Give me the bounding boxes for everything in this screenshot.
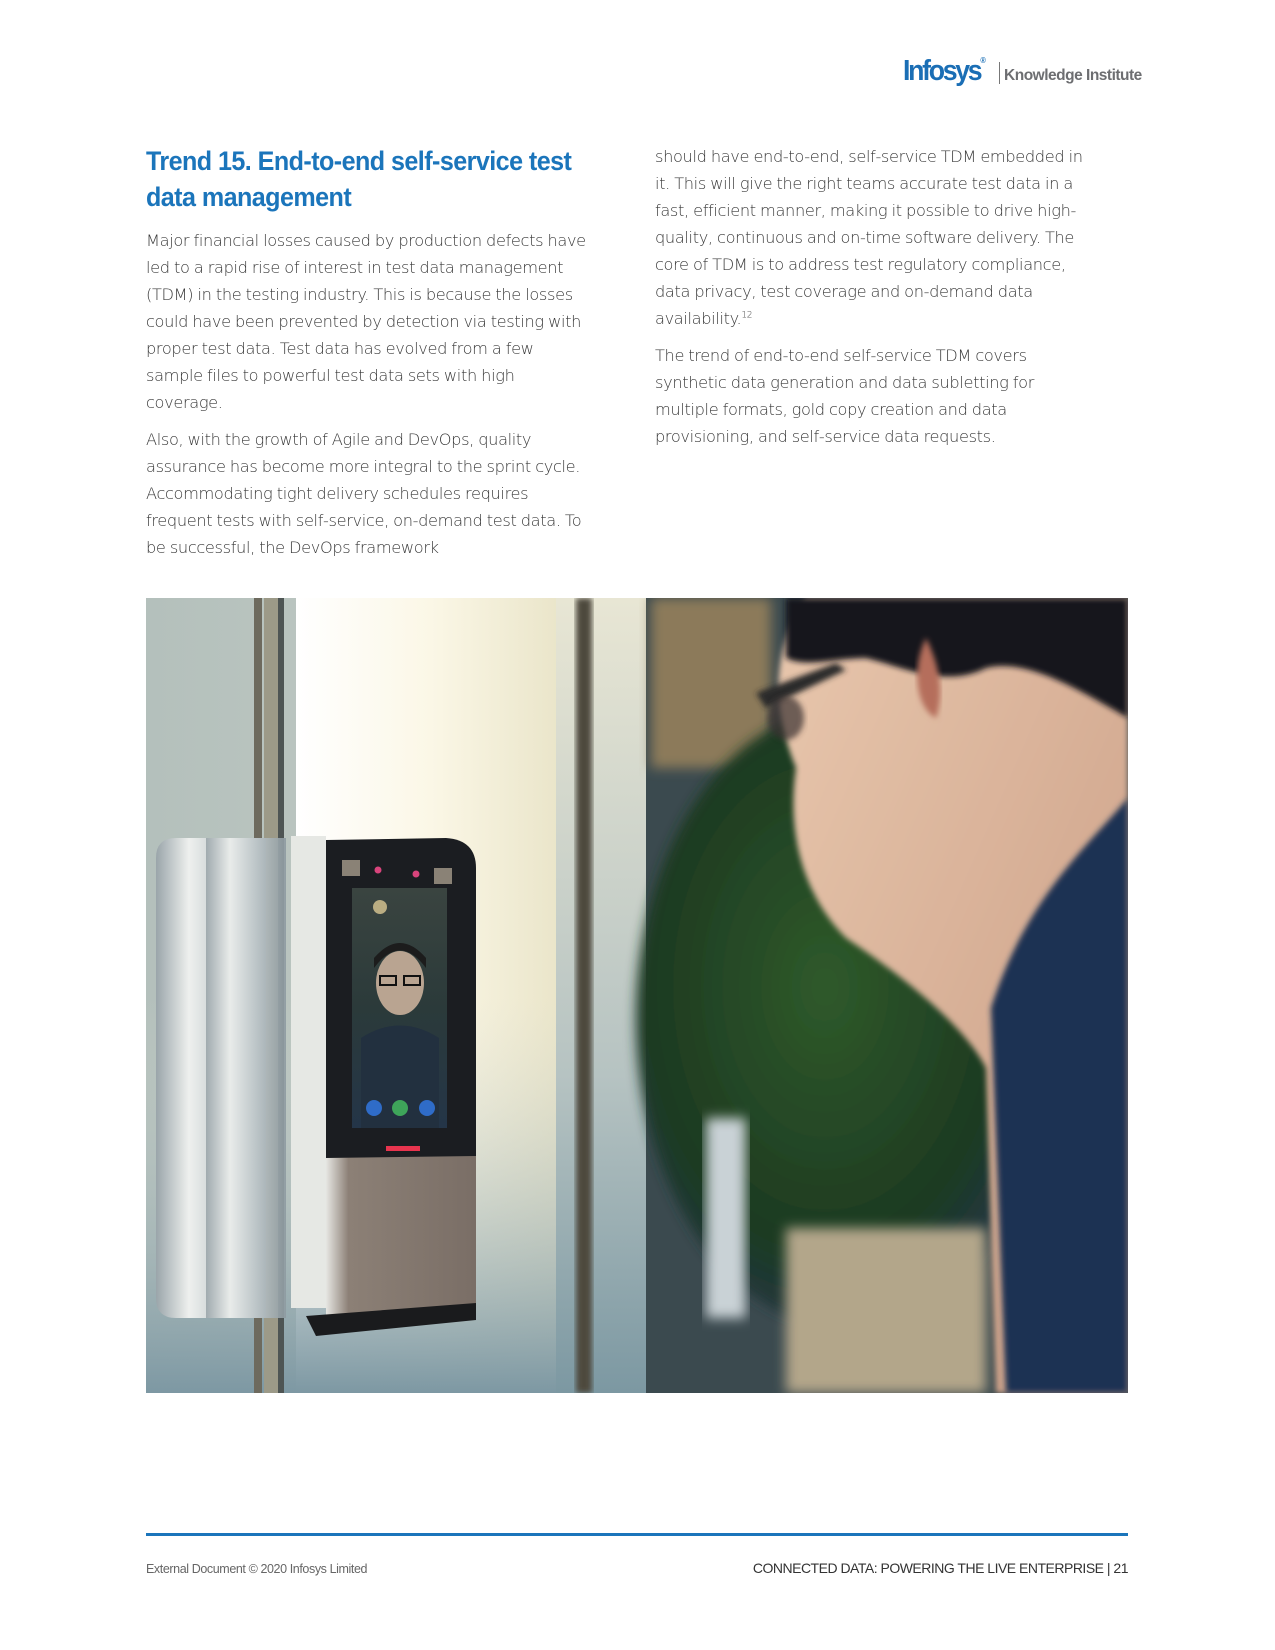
left-column — [146, 143, 586, 571]
logo-brand: Infosys ® — [903, 55, 986, 87]
footnote-reference[interactable]: 12 — [741, 310, 753, 321]
footer-publication-page: CONNECTED DATA: POWERING THE LIVE ENTERPRISE | 21 — [752, 1560, 1128, 1576]
registered-mark: ® — [980, 56, 986, 65]
logo-divider — [999, 62, 1000, 84]
logo-subtitle: Knowledge Institute — [1004, 66, 1142, 84]
paragraph-4: The trend of end-to-end self-service TDM covers synthetic data generation and data subletting for multiple formats, gold copy creation and data provisioning, and self-service data requests. — [655, 346, 1035, 446]
paragraph-3: should have end-to-end, self-service TDM embedded in it. This will give the right teams accurate test data in a fast, efficient manner, making it possible to drive high-quality, continuous and on-time software delivery. The core of TDM is to address test regulatory compliance, data privacy, test coverage and on-demand data availability.$^{12}$ — [655, 147, 1083, 328]
paragraph-2: Also, with the growth of Agile and DevOps, quality assurance has become more integral to the sprint cycle. Accommodating tight delivery schedules requires frequent tests with self-service, on-demand test data. To be successful, the DevOps framework — [146, 430, 582, 557]
section-title: Trend 15. End-to-end self-service test data management — [146, 146, 572, 212]
right-column — [655, 143, 1095, 460]
paragraph-1: Major financial losses caused by production defects have led to a rapid rise of interest in test data management (TDM) in the testing industry. This is because the losses could have been prevented by detection via testing with proper test data. Test data has evolved from a few sample files to powerful test data sets with high coverage. — [146, 231, 586, 412]
infosys-knowledge-institute-logo — [903, 52, 1142, 86]
footer-rule — [146, 1533, 1128, 1536]
footer-copyright: External Document © 2020 Infosys Limited — [146, 1562, 368, 1576]
facial-recognition-photo — [146, 598, 1128, 1393]
